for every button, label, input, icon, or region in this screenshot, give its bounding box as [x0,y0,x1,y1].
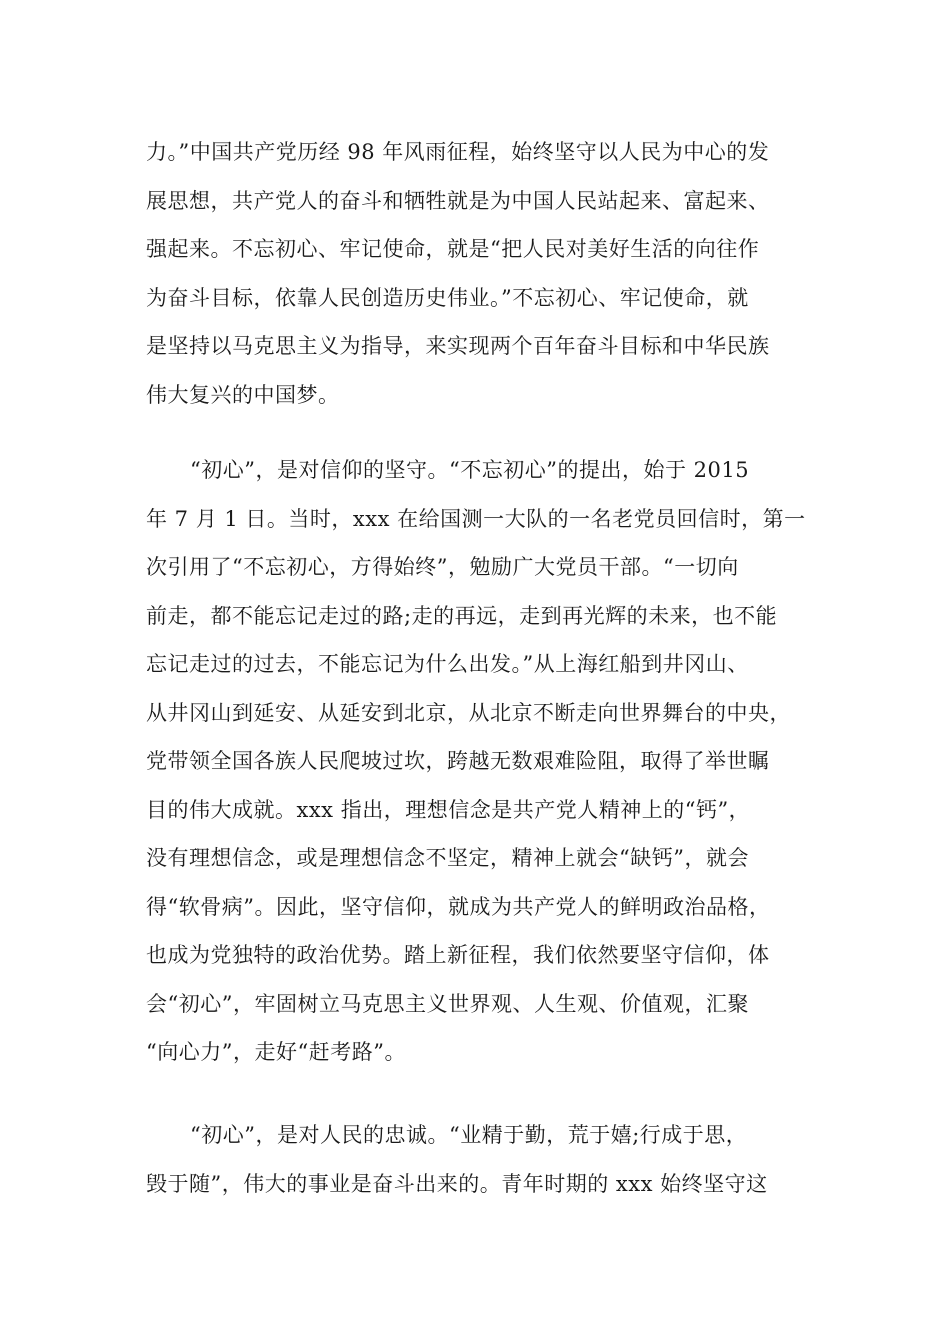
text-line: 从井冈山到延安、从延安到北京，从北京不断走向世界舞台的中央， [146,700,791,725]
text-line: 年 7 月 1 日。当时，xxx 在给国测一大队的一名老党员回信时，第一 [146,506,806,531]
text-line: 也成为党独特的政治优势。踏上新征程，我们依然要坚守信仰，体 [146,943,770,967]
text-line: “初心”，是对人民的忠诚。“业精于勤，荒于嬉;行成于思， [190,1123,748,1147]
text-line: 是坚持以马克思主义为指导，来实现两个百年奋斗目标和中华民族 [146,334,770,358]
text-line: 毁于随”，伟大的事业是奋斗出来的。青年时期的 xxx 始终坚守这 [146,1171,768,1196]
text-line: 展思想，共产党人的奋斗和牺牲就是为中国人民站起来、富起来、 [146,188,770,213]
text-line: 目的伟大成就。xxx 指出，理想信念是共产党人精神上的“钙”， [146,797,751,822]
paragraph-3 [146,1111,806,1208]
text-line: 会“初心”，牢固树立马克思主义世界观、人生观、价值观，汇聚 [146,991,749,1016]
text-line: 得“软骨病”。因此，坚守信仰，就成为共产党人的鲜明政治品格， [146,894,771,919]
text-line: 没有理想信念，或是理想信念不坚定，精神上就会“缺钙”，就会 [146,846,749,870]
text-line: 前走，都不能忘记走过的路;走的再远，走到再光辉的未来，也不能 [146,603,778,628]
paragraph-1 [146,128,806,419]
text-line: 忘记走过的过去，不能忘记为什么出发。”从上海红船到井冈山、 [146,652,749,676]
paragraph-2 [146,446,806,1077]
text-line: 为奋斗目标，依靠人民创造历史伟业。”不忘初心、牢记使命，就 [146,285,749,310]
text-line: 党带领全国各族人民爬坡过坎，跨越无数艰难险阻，取得了举世瞩 [146,749,770,773]
text-line: 次引用了“不忘初心，方得始终”，勉励广大党员干部。“一切向 [146,555,739,579]
text-line: 力。”中国共产党历经 98 年风雨征程，始终坚守以人民为中心的发 [146,140,770,164]
text-line: “向心力”，走好“赶考路”。 [146,1040,406,1064]
text-line: 强起来。不忘初心、牢记使命，就是“把人民对美好生活的向往作 [146,237,760,261]
text-line: 伟大复兴的中国梦。 [146,382,340,407]
text-line: “初心”，是对信仰的坚守。“不忘初心”的提出，始于 2015 [190,458,750,482]
